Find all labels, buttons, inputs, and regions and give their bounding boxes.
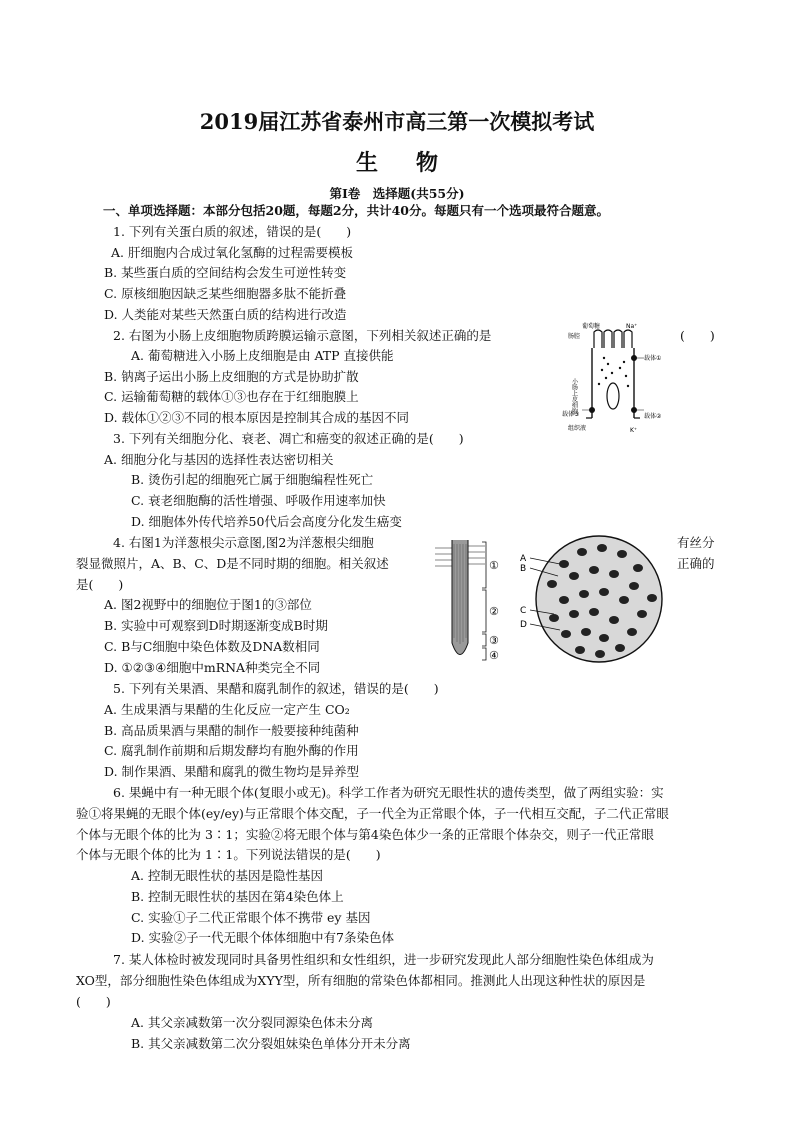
fig-glucose-label: 葡萄糖 <box>582 323 601 330</box>
fig-fluid-label: 组织液 <box>568 425 587 432</box>
q6-line2: 验①将果蝇的无眼个体(ey/ey)与正常眼个体交配，子一代全为正常眼个体，子一代相互交配，子二代正常眼 <box>76 806 669 821</box>
fig-label-d: D <box>520 620 527 630</box>
q6-line3: 个体与无眼个体的比为 3∶1；实验②将无眼个体与第4染色体少一条的正常眼个体杂交，则子一代正常眼 <box>76 827 654 842</box>
q6-line4: 个体与无眼个体的比为 1∶1。下列说法错误的是( ) <box>76 847 381 862</box>
fig-lumen-label: 肠腔 <box>568 333 581 340</box>
q4-stem-right2: 正确的 <box>677 556 715 571</box>
q4-stem-line3: 是( ) <box>76 577 124 592</box>
q4-option-d: D. ①②③④细胞中mRNA种类完全不同 <box>104 660 321 675</box>
subject-title: 生物 <box>355 150 476 176</box>
fig-zone2: ② <box>489 605 499 618</box>
q5-option-b: B. 高品质果酒与果醋的制作一般要接种纯菌种 <box>104 723 359 738</box>
q4-stem-right1: 有丝分 <box>677 535 715 550</box>
q7-line1: 7. 某人体检时被发现同时具备男性组织和女性组织，进一步研究发现此人部分细胞性染色体组成为 <box>113 952 654 967</box>
q6-line1: 6. 果蝇中有一种无眼个体(复眼小或无)。科学工作者为研究无眼性状的遗传类型，做了两组实验：实 <box>113 785 664 800</box>
fig-carrier3-label: 载体③ <box>562 411 580 418</box>
q4-stem-line2: 裂显微照片，A、B、C、D是不同时期的细胞。相关叙述 <box>76 556 389 571</box>
q2-bracket: ( ) <box>680 328 715 343</box>
q6-option-d: D. 实验②子一代无眼个体体细胞中有7条染色体 <box>131 930 394 945</box>
q7-option-a: A. 其父亲减数第一次分裂同源染色体未分离 <box>131 1015 373 1030</box>
q2-option-a: A. 葡萄糖进入小肠上皮细胞是由 ATP 直接供能 <box>131 348 394 363</box>
q6-option-b: B. 控制无眼性状的基因在第4染色体上 <box>131 889 344 904</box>
q3-option-b: B. 烫伤引起的细胞死亡属于细胞编程性死亡 <box>131 472 374 487</box>
q5-option-c: C. 腐乳制作前期和后期发酵均有胞外酶的作用 <box>104 743 359 758</box>
q5-option-a: A. 生成果酒与果醋的生化反应一定产生 CO₂ <box>104 702 350 717</box>
mitosis-micrograph <box>514 534 664 664</box>
q1-option-b: B. 某些蛋白质的空间结构会发生可逆性转变 <box>104 265 347 280</box>
part-heading: 第Ⅰ卷 选择题(共55分) <box>329 186 465 201</box>
q7-line3: ( ) <box>76 994 111 1009</box>
fig-carrier2-label: 载体② <box>644 413 662 420</box>
q1-option-d: D. 人类能对某些天然蛋白质的结构进行改造 <box>104 307 347 322</box>
fig-label-c: C <box>520 606 527 616</box>
q5-option-d: D. 制作果酒、果醋和腐乳的微生物均是异养型 <box>104 764 360 779</box>
q4-stem-line1: 4. 右图1为洋葱根尖示意图,图2为洋葱根尖细胞 <box>113 535 374 550</box>
fig-zone3: ③ <box>489 634 499 647</box>
fig-na-label: Na⁺ <box>626 323 638 330</box>
q2-option-d: D. 载体①②③不同的根本原因是控制其合成的基因不同 <box>104 410 410 425</box>
fig-zone1: ① <box>489 559 499 572</box>
q3-option-a: A. 细胞分化与基因的选择性表达密切相关 <box>104 452 334 467</box>
q4-option-c: C. B与C细胞中染色体数及DNA数相同 <box>104 639 320 654</box>
q7-line2: XO型，部分细胞性染色体组成为XYY型，所有细胞的常染色体都相同。推测此人出现这种性状的原因是 <box>76 973 646 988</box>
q2-option-b: B. 钠离子运出小肠上皮细胞的方式是协助扩散 <box>104 369 359 384</box>
root-tip-diagram <box>430 538 515 668</box>
q4-option-a: A. 图2视野中的细胞位于图1的③部位 <box>104 597 312 612</box>
q3-option-d: D. 细胞体外传代培养50代后会高度分化发生癌变 <box>131 514 402 529</box>
intestinal-cell-diagram <box>564 318 676 436</box>
q6-option-a: A. 控制无眼性状的基因是隐性基因 <box>131 868 323 883</box>
q5-stem: 5. 下列有关果酒、果醋和腐乳制作的叙述，错误的是( ) <box>113 681 439 696</box>
q4-option-b: B. 实验中可观察到D时期逐渐变成B时期 <box>104 618 328 633</box>
fig-label-b: B <box>520 564 527 574</box>
fig-zone4: ④ <box>489 649 499 662</box>
fig-carrier1-label: 载体① <box>644 355 662 362</box>
q1-option-c: C. 原核细胞因缺乏某些细胞器多肽不能折叠 <box>104 286 347 301</box>
q3-option-c: C. 衰老细胞酶的活性增强、呼吸作用速率加快 <box>131 493 386 508</box>
q6-option-c: C. 实验①子二代正常眼个体不携带 ey 基因 <box>131 910 371 925</box>
q1-stem: 1. 下列有关蛋白质的叙述，错误的是( ) <box>113 224 352 239</box>
q3-stem: 3. 下列有关细胞分化、衰老、凋亡和癌变的叙述正确的是( ) <box>113 431 464 446</box>
q1-option-a: A. 肝细胞内合成过氧化氢酶的过程需要模板 <box>111 245 353 260</box>
fig-label-a: A <box>520 554 527 564</box>
q7-option-b: B. 其父亲减数第二次分裂姐妹染色单体分开未分离 <box>131 1036 411 1051</box>
q2-option-c: C. 运输葡萄糖的载体①③也存在于红细胞膜上 <box>104 389 359 404</box>
section-instructions: 一、单项选择题：本部分包括20题，每题2分，共计40分。每题只有一个选项最符合题意。 <box>103 203 609 218</box>
exam-title: 2019届江苏省泰州市高三第一次模拟考试 <box>199 109 595 134</box>
fig-k-label: K⁺ <box>630 427 638 434</box>
q2-stem: 2. 右图为小肠上皮细胞物质跨膜运输示意图，下列相关叙述正确的是 <box>113 328 492 343</box>
fig-cell-label: 小肠上皮细胞 <box>570 378 578 414</box>
